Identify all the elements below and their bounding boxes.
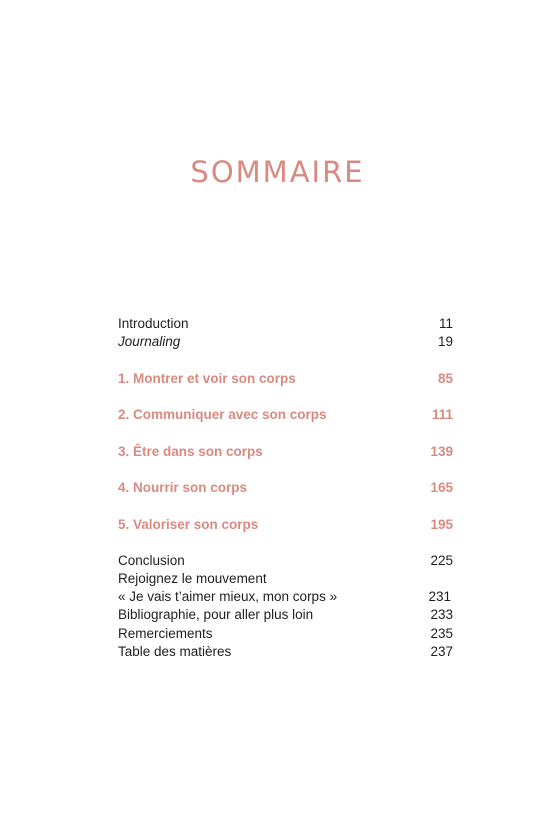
- toc-chapter-label: 3. Être dans son corps: [118, 443, 263, 459]
- toc-entry-remerciements[interactable]: [118, 625, 453, 643]
- toc-chapter-label: 1. Montrer et voir son corps: [118, 370, 296, 386]
- toc-chapter-page: 85: [437, 370, 453, 386]
- toc-entry-label: Introduction: [118, 316, 189, 331]
- page-title: SOMMAIRE: [190, 155, 365, 189]
- toc-entry-label: Journaling: [118, 334, 181, 350]
- toc-entry-bibliographie[interactable]: [118, 606, 453, 624]
- toc-chapter-label: 5. Valoriser son corps: [118, 516, 259, 532]
- toc-chapter-3[interactable]: [118, 443, 453, 461]
- toc-chapter-label: 4. Nourrir son corps: [118, 480, 248, 496]
- toc-entry-conclusion[interactable]: [118, 552, 453, 570]
- toc-entry-page: 11: [438, 316, 453, 331]
- toc-entry-journaling[interactable]: [118, 333, 453, 351]
- toc-entry-mouvement-subtitle[interactable]: [118, 588, 453, 606]
- toc-chapter-label: 2. Communiquer avec son corps: [118, 407, 327, 423]
- toc-entry-label: Conclusion: [118, 552, 185, 568]
- toc-entry-page: 231: [428, 589, 451, 605]
- toc-chapter-5[interactable]: [118, 516, 453, 534]
- toc-chapter-2[interactable]: [118, 406, 453, 424]
- toc-chapter-page: 195: [430, 516, 453, 532]
- toc-entry-mouvement[interactable]: [118, 570, 453, 588]
- toc-entry-label: Rejoignez le mouvement: [118, 570, 267, 586]
- table-of-contents: [118, 315, 453, 661]
- toc-chapter-4[interactable]: [118, 479, 453, 497]
- toc-chapter-page: 139: [430, 443, 453, 459]
- toc-entry-label: Remerciements: [118, 625, 213, 641]
- toc-entry-page: 19: [437, 334, 453, 350]
- toc-chapter-1[interactable]: [118, 370, 453, 388]
- toc-chapter-page: 111: [431, 407, 453, 423]
- toc-chapter-page: 165: [430, 480, 453, 496]
- toc-entry-page: 237: [430, 644, 453, 660]
- toc-entry-introduction[interactable]: [118, 315, 453, 333]
- toc-entry-label: Bibliographie, pour aller plus loin: [118, 607, 314, 623]
- toc-entry-label: « Je vais t’aimer mieux, mon corps »: [118, 589, 338, 605]
- toc-entry-label: Table des matières: [118, 644, 232, 660]
- toc-entry-page: 225: [430, 552, 453, 568]
- toc-entry-table-des-matieres[interactable]: [118, 643, 453, 661]
- toc-entry-page: 235: [430, 625, 453, 641]
- toc-entry-page: 233: [430, 607, 453, 623]
